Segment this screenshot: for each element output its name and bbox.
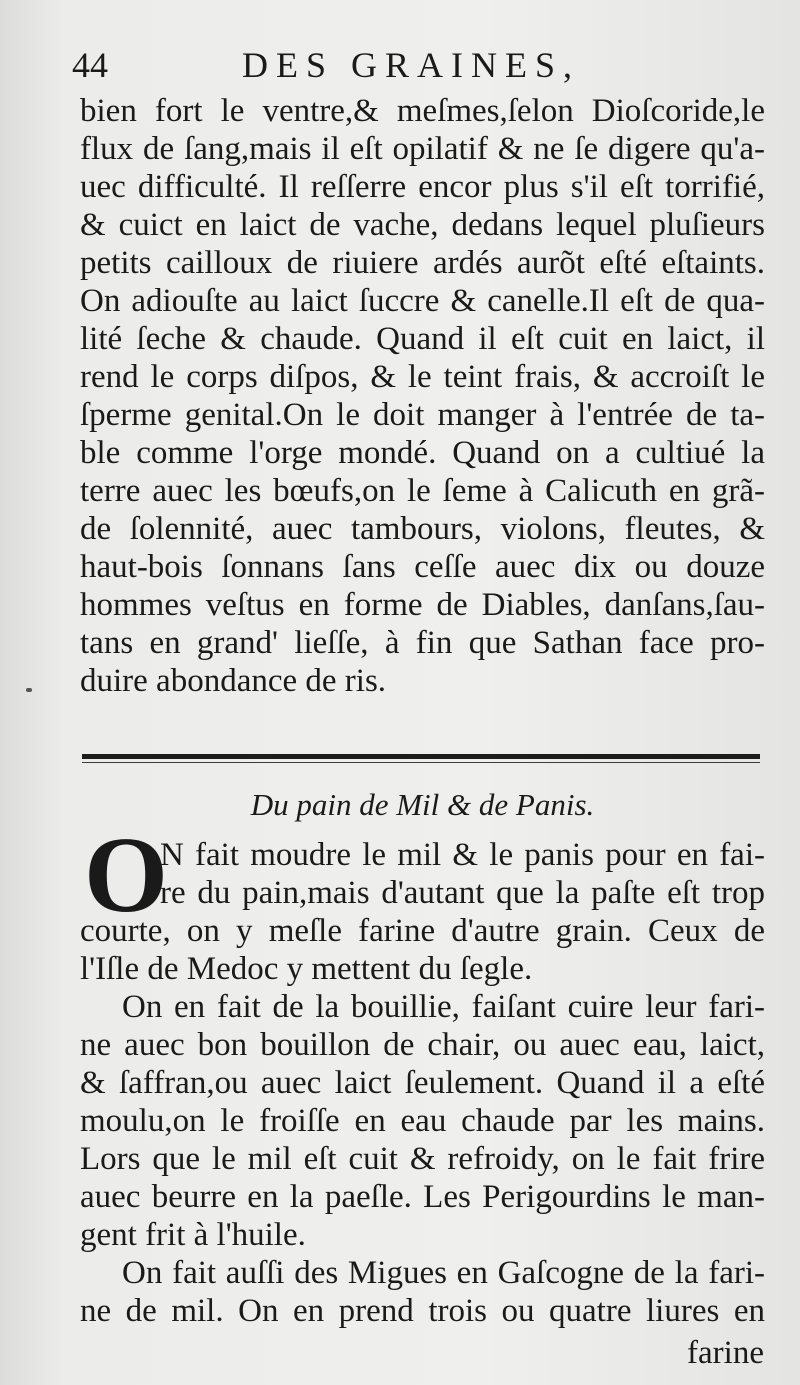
text-line: courte, on y meſle farine d'autre grain. Ceux de bbox=[80, 913, 765, 949]
text-line: re du pain,mais d'autant que la paſte eſt trop bbox=[160, 875, 765, 911]
text-line: uec difficulté. Il reſſerre encor plus s'il eſt torrifié, bbox=[80, 169, 765, 205]
text-line: ble comme l'orge mondé. Quand on a cultiué la bbox=[80, 435, 765, 471]
catchword: farine bbox=[687, 1335, 764, 1371]
text-line: gent frit à l'huile. bbox=[80, 1217, 306, 1253]
text-line: hommes veſtus en forme de Diables, danſans,ſau- bbox=[80, 587, 765, 623]
section-heading: Du pain de Mil & de Panis. bbox=[250, 787, 595, 822]
text-line: haut-bois ſonnans ſans ceſſe auec dix ou douze bbox=[80, 549, 765, 585]
drop-cap-lines bbox=[160, 836, 765, 912]
text-line: N fait moudre le mil & le panis pour en fai- bbox=[160, 837, 765, 873]
text-line: de ſolennité, auec tambours, violons, fleutes, & bbox=[80, 511, 765, 547]
ink-speck bbox=[26, 688, 32, 692]
section-1-text bbox=[80, 92, 765, 700]
text-line: On en fait de la bouillie, faiſant cuire leur fari- bbox=[122, 989, 765, 1025]
running-title: DES GRAINES, bbox=[242, 45, 581, 85]
text-line: petits cailloux de riuiere ardés aurõt eſté eſtaints. bbox=[80, 245, 765, 281]
page-number: 44 bbox=[72, 45, 108, 85]
drop-cap: O bbox=[84, 816, 169, 935]
text-line: lité ſeche & chaude. Quand il eſt cuit en laict, il bbox=[80, 321, 765, 357]
text-line: moulu,on le froiſſe en eau chaude par les mains. bbox=[80, 1103, 765, 1139]
text-line: & ſaffran,ou auec laict ſeulement. Quand il a eſté bbox=[80, 1065, 765, 1101]
section-2-text bbox=[80, 912, 765, 1330]
text-line: bien fort le ventre,& meſmes,ſelon Dioſcoride,le bbox=[80, 93, 765, 129]
text-line: ſperme genital.On le doit manger à l'entrée de ta- bbox=[80, 397, 765, 433]
text-line: flux de ſang,mais il eſt opilatif & ne ſe digere qu'a- bbox=[80, 131, 765, 167]
text-line: ne auec bon bouillon de chair, ou auec eau, laict, bbox=[80, 1027, 765, 1063]
text-line: auec beurre en la paeſle. Les Perigourdins le man- bbox=[80, 1179, 765, 1215]
page-header bbox=[72, 44, 762, 90]
text-line: On adiouſte au laict ſuccre & canelle.Il eſt de qua- bbox=[80, 283, 765, 319]
text-line: l'Iſle de Medoc y mettent du ſegle. bbox=[80, 951, 533, 987]
text-line: duire abondance de ris. bbox=[80, 663, 387, 699]
text-line: rend le corps diſpos, & le teint frais, & accroiſt le bbox=[80, 359, 765, 395]
text-line: Lors que le mil eſt cuit & refroidy, on le fait frire bbox=[80, 1141, 765, 1177]
text-line: terre auec les bœufs,on le ſeme à Calicuth en grã- bbox=[80, 473, 765, 509]
section-divider-rule bbox=[82, 754, 760, 759]
text-line: ne de mil. On en prend trois ou quatre liures en bbox=[80, 1293, 765, 1329]
text-line: & cuict en laict de vache, dedans lequel pluſieurs bbox=[80, 207, 765, 243]
text-line: On fait auſſi des Migues en Gaſcogne de la fari- bbox=[122, 1255, 765, 1291]
section-divider-thin-rule bbox=[82, 762, 760, 763]
text-line: tans en grand' lieſſe, à fin que Sathan face pro- bbox=[80, 625, 765, 661]
